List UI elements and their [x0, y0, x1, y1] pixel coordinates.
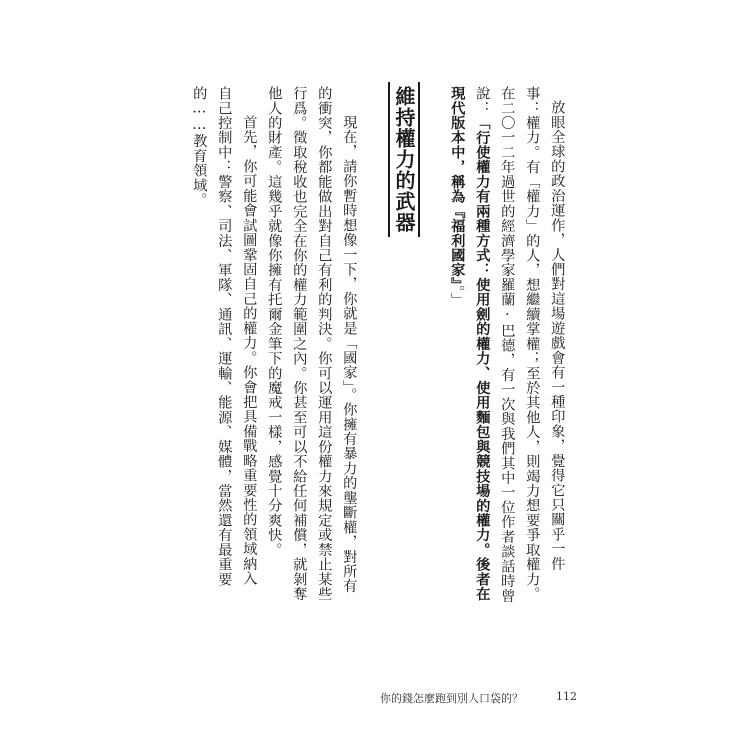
text-column	[550, 100, 564, 571]
text-segment: 放眼全球的政治運作，人們對這場遊戲會有一種印象，覺得它只關乎一件	[549, 100, 566, 572]
text-segment: 現在，請你暫時想像一下，你就是「國家」。你擁有暴力的壟斷權，對所有	[341, 100, 358, 594]
text-column	[267, 86, 281, 557]
text-column	[192, 86, 206, 207]
text-segment: 事：權力。有「權力」的人，想繼續掌權；至於其他人，則竭力想要爭取權力。	[524, 86, 541, 602]
section-heading: 維持權力的武器	[388, 82, 420, 237]
running-title: 你的錢怎麼跑到別人口袋的？	[380, 692, 523, 705]
text-segment: 的……教育領域。	[191, 86, 208, 208]
text-segment: 在二〇一二年過世的經濟學家羅蘭·巴德，有一次與我們其中一位作者談話時曾	[499, 86, 516, 603]
text-column	[525, 86, 539, 601]
text-column	[500, 86, 514, 603]
text-segment: 自己控制中：警察、司法、軍隊、通訊、運輸、能源、媒體，當然還有最重要	[216, 86, 233, 587]
page-number: 112	[556, 690, 577, 703]
text-segment: 。」	[449, 284, 466, 308]
text-segment: 他人的財產。這幾乎就像你擁有托爾金筆下的魔戒一樣，感覺十分爽快。	[266, 86, 283, 558]
text-segment: 行爲。徵取稅收也完全在你的權力範圍之內。你甚至可以不給任何補償，就剝奪	[291, 86, 308, 602]
text-column	[475, 86, 489, 601]
text-column	[317, 86, 331, 601]
bold-text-segment: 「行使權力有兩種方式：使用劍的權力、使用麵包與競技場的權力。後者在	[474, 115, 491, 602]
text-column	[217, 86, 231, 586]
text-segment: 的衝突，你都能做出對自己有利的判決。你可以運用這份權力來規定或禁止某些	[316, 86, 333, 602]
text-column	[292, 86, 306, 601]
text-column	[342, 100, 356, 593]
text-column	[450, 86, 464, 307]
text-column	[242, 100, 256, 586]
bold-text-segment: 現代版本中，稱為『福利國家』	[449, 86, 466, 285]
text-segment: 首先，你可能會試圖鞏固自己的權力。你會把具備戰略重要性的領域納入	[241, 100, 258, 586]
text-segment: 說：	[474, 86, 491, 116]
